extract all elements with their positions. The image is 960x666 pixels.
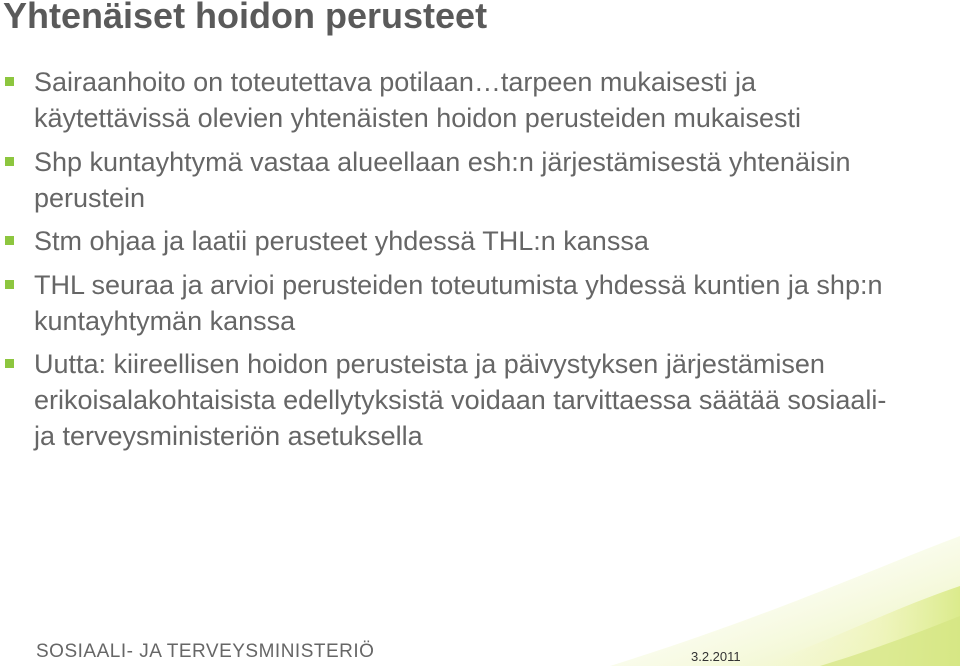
bullet-item [0,267,900,339]
bullet-item [0,144,900,216]
bullet-item [0,346,900,454]
ministry-logo: SOSIAALI- JA TERVEYSMINISTERIÖ [36,641,375,662]
bullet-text: Stm ohjaa ja laatii perusteet yhdessä THL:n kanssa [34,226,649,256]
bullet-text: Uutta: kiireellisen hoidon perusteista ja päivystyksen järjestämisen erikoisalakohtaisista edellytyksistä voidaan tarvittaessa säätää sosiaali- ja terveysministeriön asetuksella [34,349,887,451]
square-bullet-icon [5,77,14,86]
square-bullet-icon [5,280,14,289]
swoosh-graphic [440,496,960,666]
bullet-list [0,64,900,462]
slide-title: Yhtenäiset hoidon perusteet [3,0,488,36]
square-bullet-icon [5,359,14,368]
square-bullet-icon [5,157,14,166]
bullet-item [0,64,900,136]
bullet-item [0,223,900,259]
bullet-text: Sairaanhoito on toteutettava potilaan…tarpeen mukaisesti ja käytettävissä olevien yhtenäisten hoidon perusteiden mukaisesti [34,67,801,133]
square-bullet-icon [5,236,14,245]
bullet-text: THL seuraa ja arvioi perusteiden toteutumista yhdessä kuntien ja shp:n kuntayhtymän kanssa [34,269,883,336]
slide-date: 3.2.2011 [691,649,741,664]
bullet-text: Shp kuntayhtymä vastaa alueellaan esh:n järjestämisestä yhtenäisin perustein [34,146,851,213]
decorative-swoosh [440,496,960,666]
